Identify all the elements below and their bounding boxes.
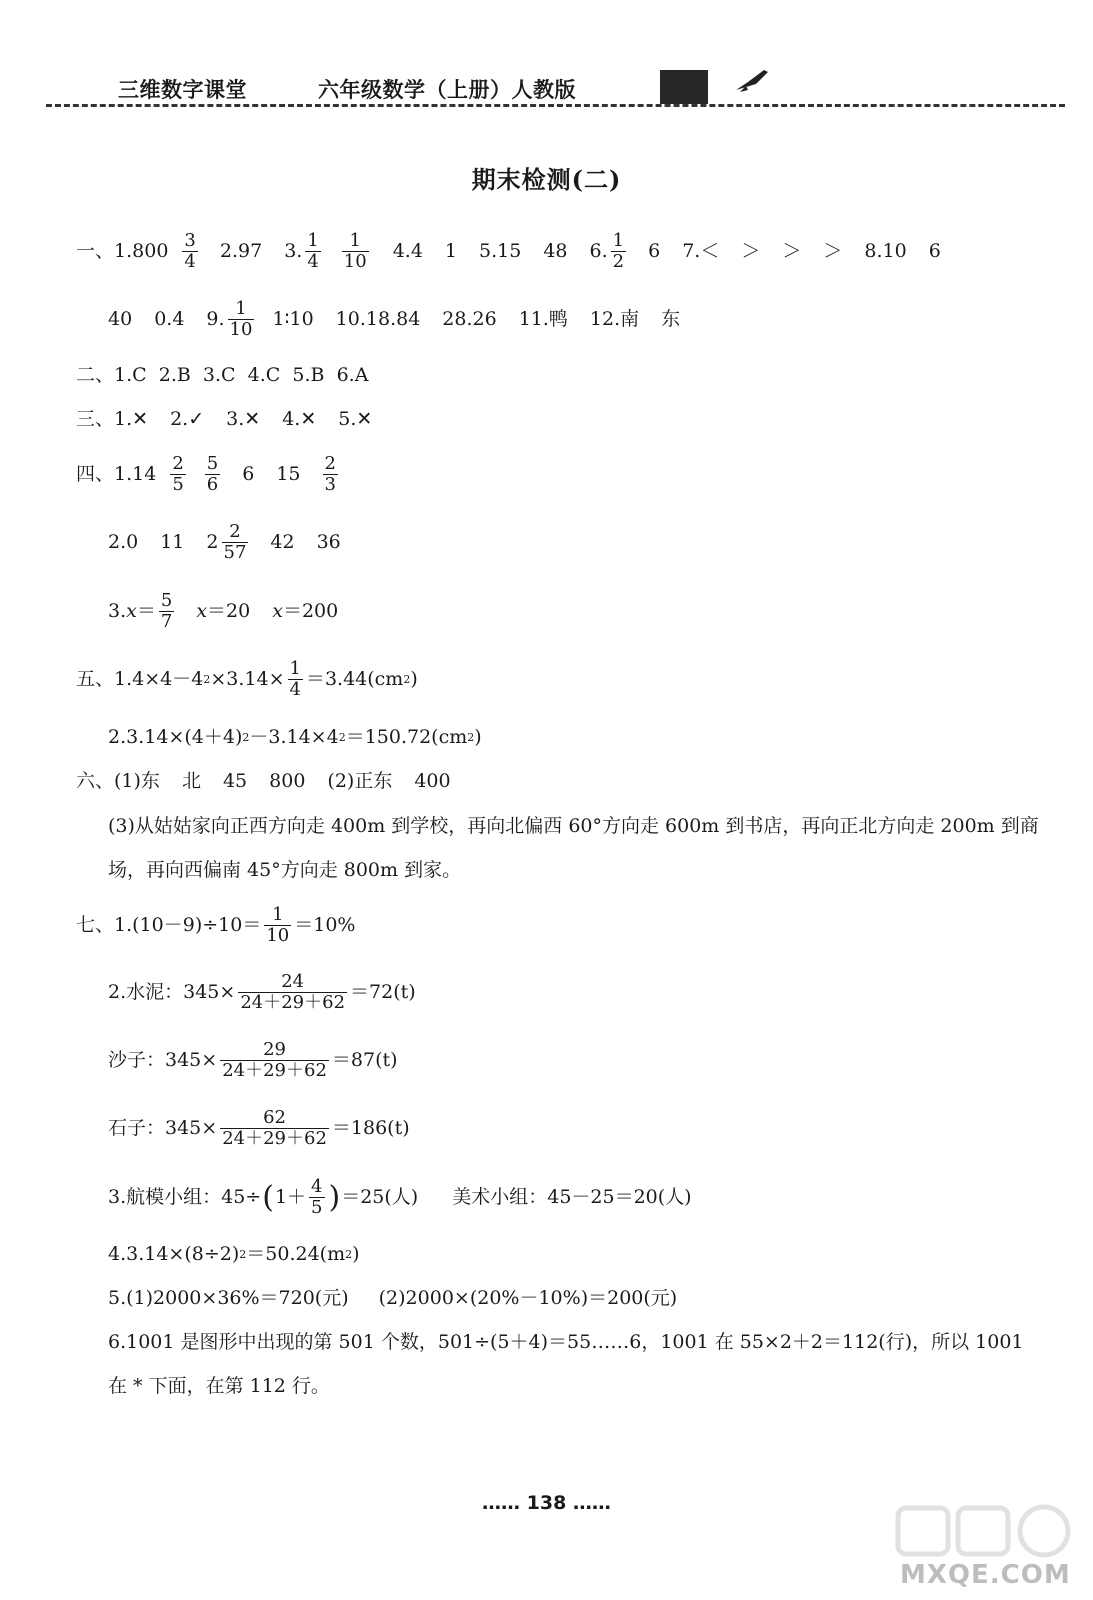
answer-text: 北 xyxy=(181,770,201,792)
answer-text: 1.C 2.B 3.C 4.C 5.B 6.A xyxy=(114,364,369,386)
formula-text: 2.3.14×(4＋4) xyxy=(108,726,243,748)
answer-text: 7.＜ xyxy=(682,240,720,263)
paren-open: ( xyxy=(262,1179,274,1215)
section-7-row-2 xyxy=(108,973,416,1013)
formula-text: (2)2000×(20%－10%)＝200(元) xyxy=(378,1287,678,1309)
fraction: $\frac{1}{10}$ xyxy=(229,298,253,340)
section-1-row-1 xyxy=(76,232,941,272)
answer-text: 3. xyxy=(284,240,303,263)
formula-text: ) xyxy=(410,668,418,691)
header-dashed-rule xyxy=(46,104,1065,107)
answer-text: 4.✕ xyxy=(282,408,317,430)
answer-text: 6 xyxy=(928,240,941,263)
answer-text: 0.4 xyxy=(154,308,185,331)
section-7-row-7 xyxy=(108,1289,677,1308)
fraction: $\frac{1}{10}$ xyxy=(266,904,290,946)
answer-text: 6. xyxy=(589,240,608,263)
answer-text: 1∶10 xyxy=(272,308,314,331)
section-6-row-1 xyxy=(76,772,451,791)
answer-text: 45 xyxy=(222,770,248,792)
section-4-row-1 xyxy=(76,455,341,495)
formula-text: ＝87(t) xyxy=(331,1049,398,1072)
section-5-row-2: 2.3.14×(4＋4) 2 －3.14×4 2 ＝150.72(cm 2 ) xyxy=(108,726,482,748)
formula-text: 3.航模小组：45÷ xyxy=(108,1186,262,1209)
answer-text: 6 xyxy=(242,463,255,486)
answer-text: ＝200 xyxy=(282,600,339,623)
answer-text: 36 xyxy=(316,531,341,554)
answer-text: 3. xyxy=(108,600,127,623)
section-4-row-2 xyxy=(108,523,341,563)
fraction: $\frac{1}{2}$ xyxy=(612,230,625,272)
section-7-paragraph: 6.1001 是图形中出现的第 501 个数，501÷(5＋4)＝55……6，1001 在 55×2＋2＝112(行)，所以 1001 在 * 下面，在第 112 行。 xyxy=(108,1331,1024,1397)
fraction: $\frac{1}{4}$ xyxy=(289,658,301,700)
paren-close: ) xyxy=(328,1179,341,1215)
formula-text: ) xyxy=(352,1243,360,1265)
fraction: $\frac{5}{6}$ xyxy=(206,453,219,495)
fraction: $\frac{2}{3}$ xyxy=(324,453,336,495)
section-3 xyxy=(76,410,372,429)
formula-text: ＝72(t) xyxy=(350,981,416,1004)
answer-text: 11 xyxy=(160,531,185,554)
formula-text: 1.4×4－4 xyxy=(114,668,204,691)
formula-text: 2.水泥：345× xyxy=(108,981,236,1004)
header-brand: 三维数字课堂 xyxy=(118,78,247,102)
fraction: $\frac{1}{4}$ xyxy=(307,230,319,272)
formula-text: ) xyxy=(474,726,482,748)
answer-text: ＝20 xyxy=(207,600,251,623)
formula-text: 沙子：345× xyxy=(108,1049,218,1072)
section-label: 四、 xyxy=(76,463,115,486)
formula-text: 美术小组：45－25＝20(人) xyxy=(452,1186,692,1209)
formula-text: ×3.14× xyxy=(210,668,285,691)
formula-text: ＝50.24(m xyxy=(246,1243,346,1265)
section-5-row-1: 五、 1.4×4－4 2 ×3.14× $\frac{1}{4}$ ＝3.44(cm 2 ) xyxy=(76,658,418,700)
formula-text: 石子：345× xyxy=(108,1117,218,1140)
answer-text: 2 xyxy=(206,531,219,554)
variable-x: x xyxy=(126,600,137,623)
answer-text: 1.800 xyxy=(114,240,169,263)
answer-text: 5.✕ xyxy=(338,408,373,430)
answer-text: 10.18.84 xyxy=(335,308,421,331)
formula-text: ＝25(人) xyxy=(341,1186,419,1209)
header-decoration-block xyxy=(660,70,708,104)
section-2 xyxy=(76,366,368,385)
answer-text: 48 xyxy=(543,240,568,263)
rocket-icon xyxy=(734,68,770,94)
section-label: 三、 xyxy=(76,408,115,430)
formula-text: ＝150.72(cm xyxy=(345,726,468,748)
answer-text: 1.✕ xyxy=(114,408,149,430)
answer-text: (2)正东 xyxy=(327,770,393,792)
section-label: 七、 xyxy=(76,914,115,937)
variable-x: x xyxy=(196,600,208,623)
page-title: 期末检测(二) xyxy=(471,165,622,194)
section-label: 六、 xyxy=(76,770,115,792)
fraction: $\frac{24}{24+29+62}$ xyxy=(240,971,346,1013)
fraction: $\frac{4}{5}$ xyxy=(311,1176,323,1218)
answer-text: ＝ xyxy=(136,600,156,623)
answer-text: 28.26 xyxy=(442,308,497,331)
section-label: 二、 xyxy=(76,364,115,386)
section-7-row-3 xyxy=(108,1041,398,1081)
page-number: …… 138 …… xyxy=(482,1492,611,1514)
formula-text: ＝10% xyxy=(294,914,356,937)
variable-x: x xyxy=(272,600,283,623)
section-1-row-2 xyxy=(108,300,680,340)
answer-text: 40 xyxy=(108,308,133,331)
section-7-row-6: 4.3.14×(8÷2) 2 ＝50.24(m 2 ) xyxy=(108,1243,360,1265)
fraction: $\frac{2}{57}$ xyxy=(223,521,247,563)
answer-text: 800 xyxy=(269,770,306,792)
answer-text: 11.鸭 xyxy=(518,308,568,331)
answer-text: 1.14 xyxy=(114,463,157,486)
section-7-row-4 xyxy=(108,1109,410,1149)
answer-text: ＞ xyxy=(823,240,843,263)
watermark-text: MXQE.COM xyxy=(900,1560,1071,1590)
answer-text: 42 xyxy=(270,531,295,554)
formula-text: 4.3.14×(8÷2) xyxy=(108,1243,240,1265)
answer-text: 400 xyxy=(414,770,451,792)
section-7-row-1 xyxy=(76,906,355,946)
answer-text: 6 xyxy=(648,240,661,263)
fraction: $\frac{1}{10}$ xyxy=(343,230,367,272)
formula-text: 1＋ xyxy=(274,1186,307,1209)
answer-text: 9. xyxy=(206,308,225,331)
answer-text: (1)东 xyxy=(114,770,160,792)
answer-text: 15 xyxy=(276,463,301,486)
answer-text: 8.10 xyxy=(864,240,907,263)
answer-text: 2.97 xyxy=(219,240,263,263)
answer-text: 4.4 xyxy=(392,240,423,263)
fraction: $\frac{29}{24+29+62}$ xyxy=(222,1039,327,1081)
fraction: $\frac{62}{24+29+62}$ xyxy=(222,1107,327,1149)
section-6-paragraph: (3)从姑姑家向正西方向走 400m 到学校，再向北偏西 60°方向走 600m 到书店，再向正北方向走 200m 到商场，再向西偏南 45°方向走 800m 到家。 xyxy=(108,815,1039,881)
fraction: $\frac{3}{4}$ xyxy=(184,230,196,272)
answer-text: 5.15 xyxy=(479,240,522,263)
answer-text: 东 xyxy=(661,308,681,331)
answer-text: 12.南 xyxy=(589,308,640,331)
section-label: 一、 xyxy=(76,240,115,263)
answer-text: 2.✓ xyxy=(170,408,205,430)
fraction: $\frac{2}{5}$ xyxy=(172,453,184,495)
answer-text: 3.✕ xyxy=(226,408,261,430)
section-7-row-5 xyxy=(108,1178,692,1218)
section-4-row-3 xyxy=(108,592,338,632)
answer-text: 2.0 xyxy=(108,531,139,554)
formula-text: ＝3.44(cm xyxy=(305,668,404,691)
formula-text: 1.(10－9)÷10＝ xyxy=(114,914,262,937)
formula-text: －3.14×4 xyxy=(249,726,339,748)
section-label: 五、 xyxy=(76,668,115,691)
fraction: $\frac{5}{7}$ xyxy=(160,590,173,632)
answer-text: 1 xyxy=(444,240,457,263)
header-book-title: 六年级数学（上册）人教版 xyxy=(318,78,576,102)
answer-text: ＞ xyxy=(741,240,761,263)
formula-text: ＝186(t) xyxy=(331,1117,410,1140)
formula-text: 5.(1)2000×36%＝720(元) xyxy=(108,1287,349,1309)
answer-text: ＞ xyxy=(782,240,802,263)
